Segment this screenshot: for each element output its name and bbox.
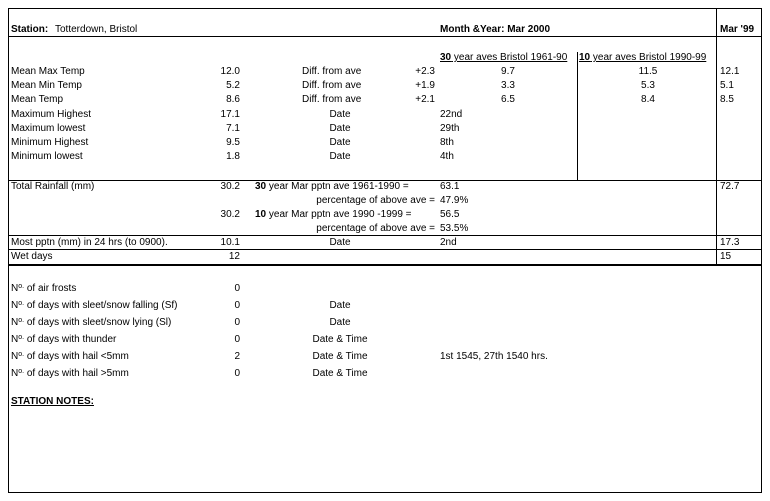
extreme-value: 7.1 (226, 123, 240, 134)
temp-prev: 12.1 (720, 66, 740, 77)
temp-label: Mean Min Temp (11, 80, 82, 91)
temp-ave10: 8.4 (641, 94, 655, 105)
count-extra-label: Date (329, 317, 351, 328)
temp-label: Mean Temp (11, 94, 64, 105)
temp-ave30: 6.5 (501, 94, 515, 105)
temp-prev: 8.5 (720, 94, 734, 105)
temp-value: 8.6 (226, 94, 240, 105)
main-section-divider (8, 264, 762, 266)
count-value: 0 (234, 283, 240, 294)
rainfall-prev: 72.7 (720, 181, 740, 192)
count-value: 0 (234, 368, 240, 379)
extreme-date: 8th (440, 137, 454, 148)
rainfall-10yr-label: 10 year Mar pptn ave 1990 -1999 = (255, 209, 412, 220)
count-label: $N^{o.}$ of days with sleet/snow falling (Sf) (11, 300, 178, 311)
extreme-label: Maximum Highest (11, 109, 92, 120)
extreme-date-label: Date (329, 137, 351, 148)
rainfall-value-2: 30.2 (220, 209, 240, 220)
temp-diff: +2.1 (415, 94, 435, 105)
count-label: $N^{o.}$ of air frosts (11, 283, 77, 294)
most-pptn-date-label: Date (329, 237, 351, 248)
rainfall-pct-label-2: percentage of above ave = (316, 223, 435, 234)
header-divider (8, 36, 762, 37)
prev-year-header: Mar '99 (720, 24, 755, 35)
wet-days-value: 12 (228, 251, 240, 262)
count-extra-label: Date & Time (312, 334, 368, 345)
wet-days-label: Wet days (11, 251, 53, 262)
temp-value: 12.0 (220, 66, 240, 77)
temp-ave30: 3.3 (501, 80, 515, 91)
temp-diff-label: Diff. from ave (302, 94, 362, 105)
temp-ave10: 5.3 (641, 80, 655, 91)
extreme-label: Minimum Highest (11, 137, 89, 148)
count-extra-label: Date & Time (312, 351, 368, 362)
most-pptn-date: 2nd (440, 237, 457, 248)
station-label: Station: (11, 24, 49, 35)
temp-ave10: 11.5 (638, 66, 658, 77)
month-year: Month &Year: Mar 2000 (440, 24, 551, 35)
temp-diff: +2.3 (415, 66, 435, 77)
count-value: 2 (234, 351, 240, 362)
temp-value: 5.2 (226, 80, 240, 91)
rainfall-30yr-label: 30 year Mar pptn ave 1961-1990 = (255, 181, 409, 192)
count-label: $N^{o.}$ of days with thunder (11, 334, 117, 345)
rainfall-value: 30.2 (220, 181, 240, 192)
temp-diff: +1.9 (415, 80, 435, 91)
extreme-date: 4th (440, 151, 454, 162)
rainfall-10yr-value: 56.5 (440, 209, 460, 220)
count-value: 0 (234, 334, 240, 345)
count-value: 0 (234, 317, 240, 328)
extreme-label: Minimum lowest (11, 151, 83, 162)
count-label: $N^{o.}$ of days with sleet/snow lying (Sl) (11, 317, 172, 328)
extreme-date-label: Date (329, 109, 351, 120)
extreme-label: Maximum lowest (11, 123, 86, 134)
rainfall-divider (8, 235, 762, 236)
aves-column-divider (577, 52, 578, 180)
most-pptn-divider (8, 249, 762, 250)
extreme-date-label: Date (329, 123, 351, 134)
extreme-value: 9.5 (226, 137, 240, 148)
rainfall-pct-2: 53.5% (440, 223, 469, 234)
count-label: $N^{o.}$ of days with hail >5mm (11, 368, 129, 379)
temp-label: Mean Max Temp (11, 66, 85, 77)
extreme-date: 22nd (440, 109, 463, 120)
count-extra-label: Date & Time (312, 368, 368, 379)
temp-ave30: 9.7 (501, 66, 515, 77)
most-pptn-label: Most pptn (mm) in 24 hrs (to 0900). (11, 237, 168, 248)
count-extra-label: Date (329, 300, 351, 311)
extreme-value: 17.1 (220, 109, 240, 120)
prev-year-column-divider (716, 8, 717, 265)
most-pptn-value: 10.1 (220, 237, 240, 248)
aves-10-header: 10 year aves Bristol 1990-99 (579, 52, 707, 63)
rainfall-label: Total Rainfall (mm) (11, 181, 95, 192)
temp-diff-label: Diff. from ave (302, 80, 362, 91)
station-notes-label: STATION NOTES: (11, 396, 94, 407)
temp-diff-label: Diff. from ave (302, 66, 362, 77)
extreme-date-label: Date (329, 151, 351, 162)
extreme-value: 1.8 (226, 151, 240, 162)
aves-30-header: 30 year aves Bristol 1961-90 (440, 52, 568, 63)
wet-days-prev: 15 (720, 251, 732, 262)
most-pptn-prev: 17.3 (720, 237, 740, 248)
temp-prev: 5.1 (720, 80, 734, 91)
count-value: 0 (234, 300, 240, 311)
count-label: $N^{o.}$ of days with hail <5mm (11, 351, 129, 362)
rainfall-pct-1: 47.9% (440, 195, 469, 206)
station-name: Totterdown, Bristol (55, 24, 138, 35)
rainfall-pct-label-1: percentage of above ave = (316, 195, 435, 206)
extreme-date: 29th (440, 123, 460, 134)
rainfall-30yr-value: 63.1 (440, 181, 460, 192)
count-extra: 1st 1545, 27th 1540 hrs. (440, 351, 548, 362)
